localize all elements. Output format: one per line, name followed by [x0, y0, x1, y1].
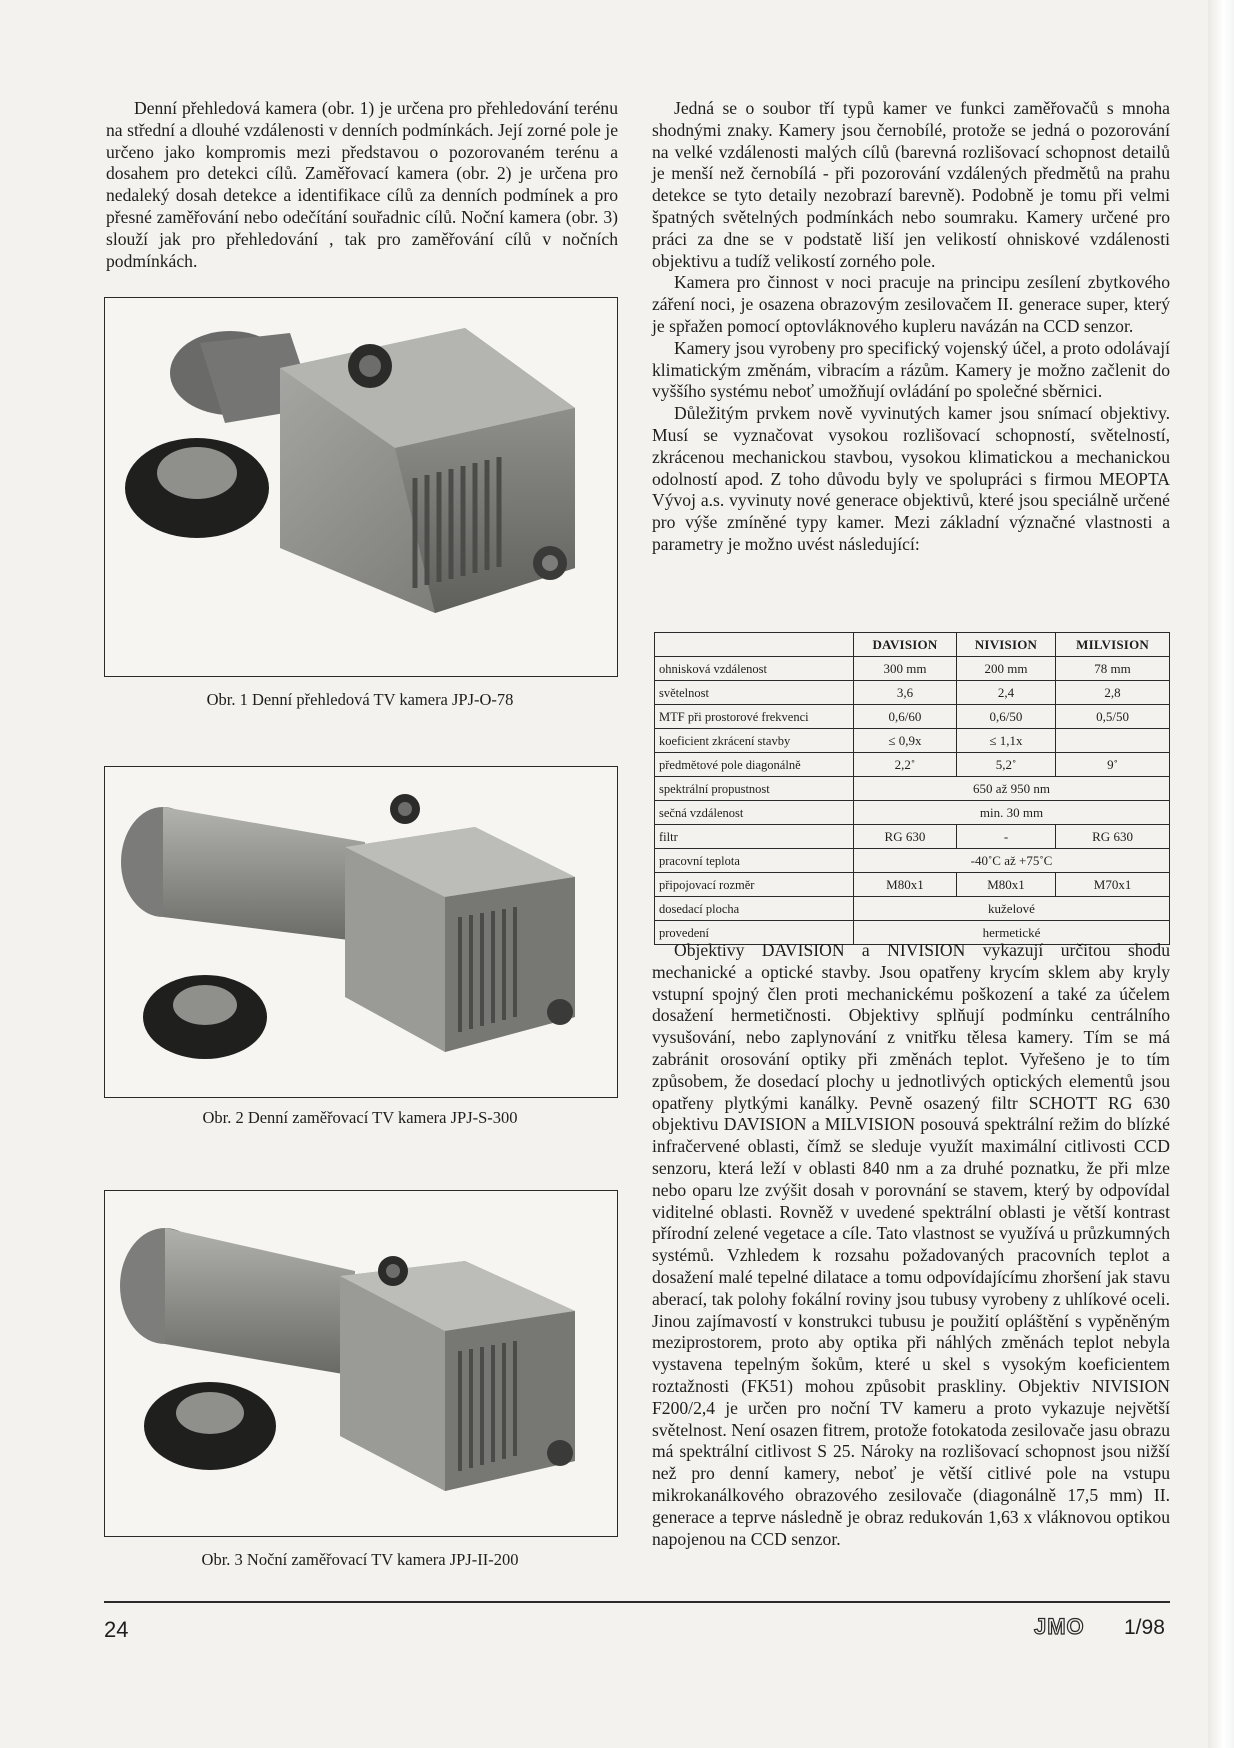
camera-jpj-s-300-illustration: [105, 767, 617, 1097]
row-label: dosedací plocha: [655, 897, 854, 921]
table-row: [655, 657, 1170, 681]
cell-milvision: M70x1: [1056, 873, 1170, 897]
table-row: [655, 849, 1170, 873]
footer-rule: [104, 1601, 1170, 1603]
table-row: [655, 753, 1170, 777]
figure-3-camera-photo: [104, 1190, 618, 1537]
cell-milvision: 0,5/50: [1056, 705, 1170, 729]
table-header-davision: DAVISION: [854, 633, 957, 657]
left-column: [106, 98, 618, 272]
cell-milvision: RG 630: [1056, 825, 1170, 849]
cell-milvision: 9˚: [1056, 753, 1170, 777]
right-closing-paragraph: Objektivy DAVISION a NIVISION vykazují určitou shodu mechanické a optické stavby. Jsou opatřeny krycím sklem aby kryly vstupní spojný člen proti mechanickému poškození a také za účelem dosažení hermetičnosti. Objektivy splňují podmínku centrálního vysušování, nebo zaplynování z vnitřku tělesa kamery. Tím se má zabránit orosování optiky při změnách teplot. Vyřešeno je to tím způsobem, že dosedací plochy u jednotlivých optických elementů jsou opatřeny plytkými kanálky. Pevně osazený filtr SCHOTT RG 630 objektivu DAVISION a MILVISION posouvá spektrální režim do blízké infračervené oblasti, čímž se sleduje využít maximální citlivosti CCD senzoru, která leží v oblasti 840 nm a za druhé poznatku, že při mlze nebo oparu lze zvýšit dosah v porovnání se stavem, který by odpovídal viditelné oblasti. Rovněž v uvedené spektrální oblasti je větší kontrast přírodní zelené vegetace a cíle. Tato vlastnost se využívá u průzkumných systémů. Vzhledem k rozsahu požadovaných pracovních teplot a dosažení malé tepelné dilatace a tomu odpovídajícímu zhoršení jak stavu aberací, tak polohy fokální roviny jsou tubusy vyrobeny z uhlíkové oceli. Jinou zajímavostí v konstrukci tubusu je použití opláštění s vypěněným meziprostorem, proto aby optika při náhlých změnách teplot nebyla vystavena tepelným šokům, které u skel s vysokým koeficientem roztažnosti (FK51) mohou způsobit praskliny. Objektiv NIVISION F200/2,4 je určen pro noční TV kameru a proto vykazuje největší světelnost. Není osazen fitrem, protože fotokatoda zesilovače jasu obrazu má spektrální citlivost S 25. Nároky na rozlišovací schopnost jsou nižší než pro denní kamery, neboť je větší citlivé pole na vstupu mikrokanálkového obrazového zesilovače (diagonálně 17,5 mm) II. generace a teprve následně je obraz redukován 1,63 x vláknovou optikou napojenou na CCD senzor.: [652, 940, 1170, 1549]
table-row: [655, 897, 1170, 921]
cell-milvision: 78 mm: [1056, 657, 1170, 681]
scan-edge-shadow: [1208, 0, 1234, 1748]
table-row: [655, 801, 1170, 825]
cell-davision: ≤ 0,9x: [854, 729, 957, 753]
camera-jpj-o-78-illustration: [105, 298, 617, 676]
table-header-milvision: MILVISION: [1056, 633, 1170, 657]
cell-davision: RG 630: [854, 825, 957, 849]
row-label: světelnost: [655, 681, 854, 705]
row-label: koeficient zkrácení stavby: [655, 729, 854, 753]
row-label: MTF při prostorové frekvenci: [655, 705, 854, 729]
right-column-top: [652, 98, 1170, 556]
table-row: [655, 729, 1170, 753]
cell-milvision: 2,8: [1056, 681, 1170, 705]
journal-logo: JMO: [1034, 1614, 1085, 1639]
table-row: [655, 681, 1170, 705]
cell-nivision: ≤ 1,1x: [956, 729, 1055, 753]
page-number: 24: [104, 1617, 129, 1642]
row-label: filtr: [655, 825, 854, 849]
figure-3-caption: Obr. 3 Noční zaměřovací TV kamera JPJ-II-200: [201, 1550, 519, 1569]
figure-2-camera-photo: [104, 766, 618, 1098]
issue-number: 1/98: [1124, 1616, 1165, 1639]
cell-davision: M80x1: [854, 873, 957, 897]
cell-merged: kuželové: [854, 897, 1170, 921]
row-label: ohnisková vzdálenost: [655, 657, 854, 681]
row-label: připojovací rozměr: [655, 873, 854, 897]
figure-2-caption: Obr. 2 Denní zaměřovací TV kamera JPJ-S-300: [202, 1108, 518, 1127]
right-paragraph-4: Důležitým prvkem nově vyvinutých kamer jsou snímací objektivy. Musí se vyznačovat vysokou rozlišovací schopností, světelností, zkrácenou mechanickou stavbou, vysokou klimatickou a mechanickou odolností apod. Z toho důvodu byly ve spolupráci s firmou MEOPTA Vývoj a.s. vyvinuty nové generace objektivů, které jsou speciálně určené pro výše zmíněné typy kamer. Mezi základní význačné vlastnosti a parametry je možno uvést následující:: [652, 403, 1170, 554]
table-header-row: [655, 633, 1170, 657]
figure-1-camera-photo: [104, 297, 618, 677]
table-row: [655, 777, 1170, 801]
cell-merged: hermetické: [854, 921, 1170, 945]
intro-paragraph: Denní přehledová kamera (obr. 1) je určena pro přehledování terénu na střední a dlouhé vzdálenosti v denních podmínkách. Její zorné pole je určeno jako kompromis mezi představou o pozorovaném terénu a dosahem pro detekci cílů. Zaměřovací kamera (obr. 2) je určena pro nedaleký dosah detekce a identifikace cílů za denních podmínek a pro přesné zaměřování nebo odečítání souřadnic cílů. Noční kamera (obr. 3) slouží jak pro přehledování , tak pro zaměřování cílů v nočních podmínkách.: [106, 98, 618, 271]
table-header-nivision: NIVISION: [956, 633, 1055, 657]
row-label: provedení: [655, 921, 854, 945]
cell-merged: -40˚C až +75˚C: [854, 849, 1170, 873]
row-label: předmětové pole diagonálně: [655, 753, 854, 777]
right-paragraph-1: Jedná se o soubor tří typů kamer ve funkci zaměřovačů s mnoha shodnými znaky. Kamery jsou černobílé, protože se jedná o pozorování na velké vzdálenosti malých cílů (barevná rozlišovací schopnost detailů je menší než černobílá - při pozorování vzdálených předmětů na prahu detekce se tyto detaily nezobrazí barevně). Podobně je tomu při velmi špatných světelných podmínkách nebo soumraku. Kamery určené pro práci za dne se v podstatě liší jen velikostí ohniskové vzdálenosti objektivu a tudíž velikostí zorného pole.: [652, 98, 1170, 271]
right-paragraph-2: Kamera pro činnost v noci pracuje na principu zesílení zbytkového záření noci, je osazena obrazovým zesilovačem II. generace super, který je spřažen pomocí optovláknového kupleru navázán na CCD senzor.: [652, 272, 1170, 336]
lens-parameters-table: [654, 632, 1170, 945]
cell-davision: 3,6: [854, 681, 957, 705]
table-row: [655, 705, 1170, 729]
cell-merged: min. 30 mm: [854, 801, 1170, 825]
cell-merged: 650 až 950 nm: [854, 777, 1170, 801]
row-label: pracovní teplota: [655, 849, 854, 873]
right-paragraph-3: Kamery jsou vyrobeny pro specifický vojenský účel, a proto odolávají klimatickým změnám, vibracím a rázům. Kamery je možno začlenit do vyššího systému neboť umožňují ovládání po společné sběrnici.: [652, 337, 1170, 402]
cell-nivision: 5,2˚: [956, 753, 1055, 777]
cell-nivision: 200 mm: [956, 657, 1055, 681]
cell-milvision: [1056, 729, 1170, 753]
cell-nivision: 0,6/50: [956, 705, 1055, 729]
cell-davision: 0,6/60: [854, 705, 957, 729]
table-row: [655, 873, 1170, 897]
cell-davision: 2,2˚: [854, 753, 957, 777]
camera-jpj-ii-200-illustration: [105, 1191, 617, 1536]
row-label: sečná vzdálenost: [655, 801, 854, 825]
row-label: spektrální propustnost: [655, 777, 854, 801]
figure-1-caption: Obr. 1 Denní přehledová TV kamera JPJ-O-78: [206, 690, 514, 709]
table-header-empty: [655, 633, 854, 657]
cell-nivision: 2,4: [956, 681, 1055, 705]
cell-nivision: -: [956, 825, 1055, 849]
cell-nivision: M80x1: [956, 873, 1055, 897]
right-column-bottom: [652, 940, 1170, 1550]
table-row: [655, 825, 1170, 849]
cell-davision: 300 mm: [854, 657, 957, 681]
